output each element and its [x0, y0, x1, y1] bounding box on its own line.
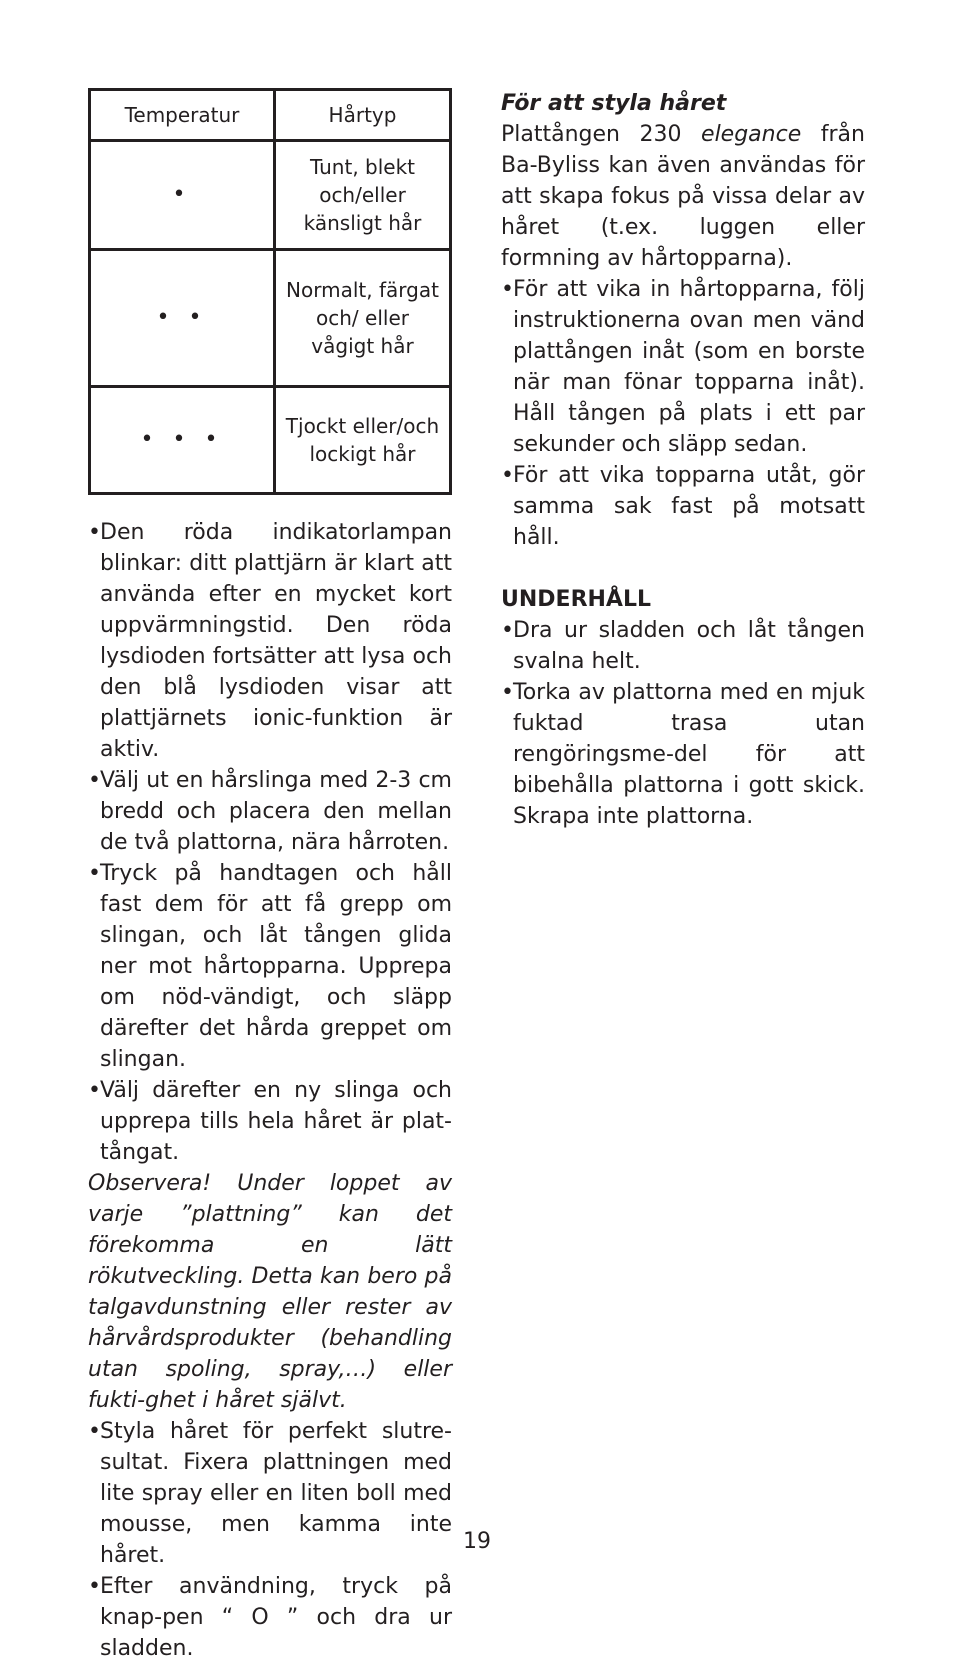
- bullet-marker: •: [501, 680, 514, 705]
- list-item-text: Efter användning, tryck på knap-pen “ O ” och dra ur sladden.: [100, 1574, 452, 1661]
- list-item-text: Tryck på handtagen och håll fast dem för att få grepp om slingan, och låt tången glida ner mot hårtopparna. Upprepa om nöd-vändigt, och släpp därefter det hårda greppet om slingan.: [100, 861, 452, 1072]
- hair-type-cell: Normalt, färgat och/ eller vågigt hår: [275, 250, 451, 387]
- maintenance-bullet-list: [501, 615, 865, 832]
- table-row: [90, 250, 451, 387]
- hair-type-cell: Tjockt eller/och lockigt hår: [275, 387, 451, 494]
- list-item: [501, 615, 865, 677]
- table-header-row: [90, 90, 451, 141]
- page-number: 19: [463, 1529, 491, 1554]
- bullet-marker: •: [88, 768, 101, 793]
- styling-intro-end: från Ba-Byliss kan även användas för att skapa fokus på vissa delar av håret (t.ex. luggen eller formning av hårtopparna).: [501, 122, 865, 271]
- list-item-text: Välj ut en hårslinga med 2-3 cm bredd och placera den mellan de två plattorna, nära hårroten.: [100, 768, 452, 855]
- styling-bullet-list: [501, 274, 865, 553]
- left-column: [88, 88, 452, 1664]
- list-item: [501, 274, 865, 460]
- list-item-text: Välj därefter en ny slinga och upprepa tills hela håret är plat-tångat.: [100, 1078, 452, 1165]
- bullet-marker: •: [501, 277, 514, 302]
- usage-bullet-list: [88, 517, 452, 1168]
- table-header-temperature: Temperatur: [90, 90, 275, 141]
- styling-heading: För att styla håret: [501, 91, 727, 116]
- table-row: [90, 141, 451, 250]
- maintenance-heading: UNDERHÅLL: [501, 587, 651, 612]
- temperature-level-cell: • • •: [90, 387, 275, 494]
- bullet-marker: •: [88, 1574, 101, 1599]
- bullet-marker: •: [501, 463, 514, 488]
- bullet-marker: •: [88, 520, 101, 545]
- bullet-marker: •: [88, 1078, 101, 1103]
- smoke-warning-note: Observera! Under loppet av varje ”plattning” kan det förekomma en lätt rökutveckling. Detta kan bero på talgavdunstning eller rester av hårvårdsprodukter (behandling utan spoling, spray,…) eller fukti-ghet i håret självt.: [88, 1171, 452, 1413]
- table-row: [90, 387, 451, 494]
- styling-intro: [501, 119, 865, 274]
- list-item-text: Dra ur sladden och låt tången svalna helt.: [513, 618, 865, 674]
- section-spacer: [501, 553, 865, 584]
- list-item-text: Den röda indikatorlampan blinkar: ditt plattjärn är klart att använda efter en mycket kort uppvärmningstid. Den röda lysdioden fortsätter att lysa och den blå lysdioden visar att plattjärnets ionic-funktion är aktiv.: [100, 520, 452, 762]
- product-name: elegance: [701, 122, 802, 147]
- bullet-marker: •: [88, 861, 101, 886]
- list-item: [88, 858, 452, 1075]
- styling-intro-start: Plattången 230: [501, 122, 702, 147]
- temperature-level-cell: •: [90, 141, 275, 250]
- list-item-text: För att vika in hårtopparna, följ instruktionerna ovan men vänd plattången inåt (som en borste när man fönar topparna inåt). Håll tången på plats i ett par sekunder och släpp sedan.: [513, 277, 865, 457]
- list-item: [88, 1075, 452, 1168]
- bullet-marker: •: [88, 1419, 101, 1444]
- hair-type-cell: Tunt, blekt och/eller känsligt hår: [275, 141, 451, 250]
- list-item-text: Styla håret för perfekt slutre-sultat. Fixera plattningen med lite spray eller en liten boll med mousse, men kamma inte håret.: [100, 1419, 452, 1568]
- list-item: [88, 517, 452, 765]
- list-item: [501, 677, 865, 832]
- temperature-level-cell: • •: [90, 250, 275, 387]
- list-item: [501, 460, 865, 553]
- usage-instructions: [88, 517, 452, 1664]
- right-column: [501, 88, 865, 832]
- list-item-text: För att vika topparna utåt, gör samma sak fast på motsatt håll.: [513, 463, 865, 550]
- bullet-marker: •: [501, 618, 514, 643]
- temperature-table: [88, 88, 452, 495]
- table-header-hair-type: Hårtyp: [275, 90, 451, 141]
- list-item: [88, 1571, 452, 1664]
- list-item: [88, 765, 452, 858]
- list-item-text: Torka av plattorna med en mjuk fuktad trasa utan rengöringsme-del för att bibehålla plattorna i gott skick. Skrapa inte plattorna.: [513, 680, 865, 829]
